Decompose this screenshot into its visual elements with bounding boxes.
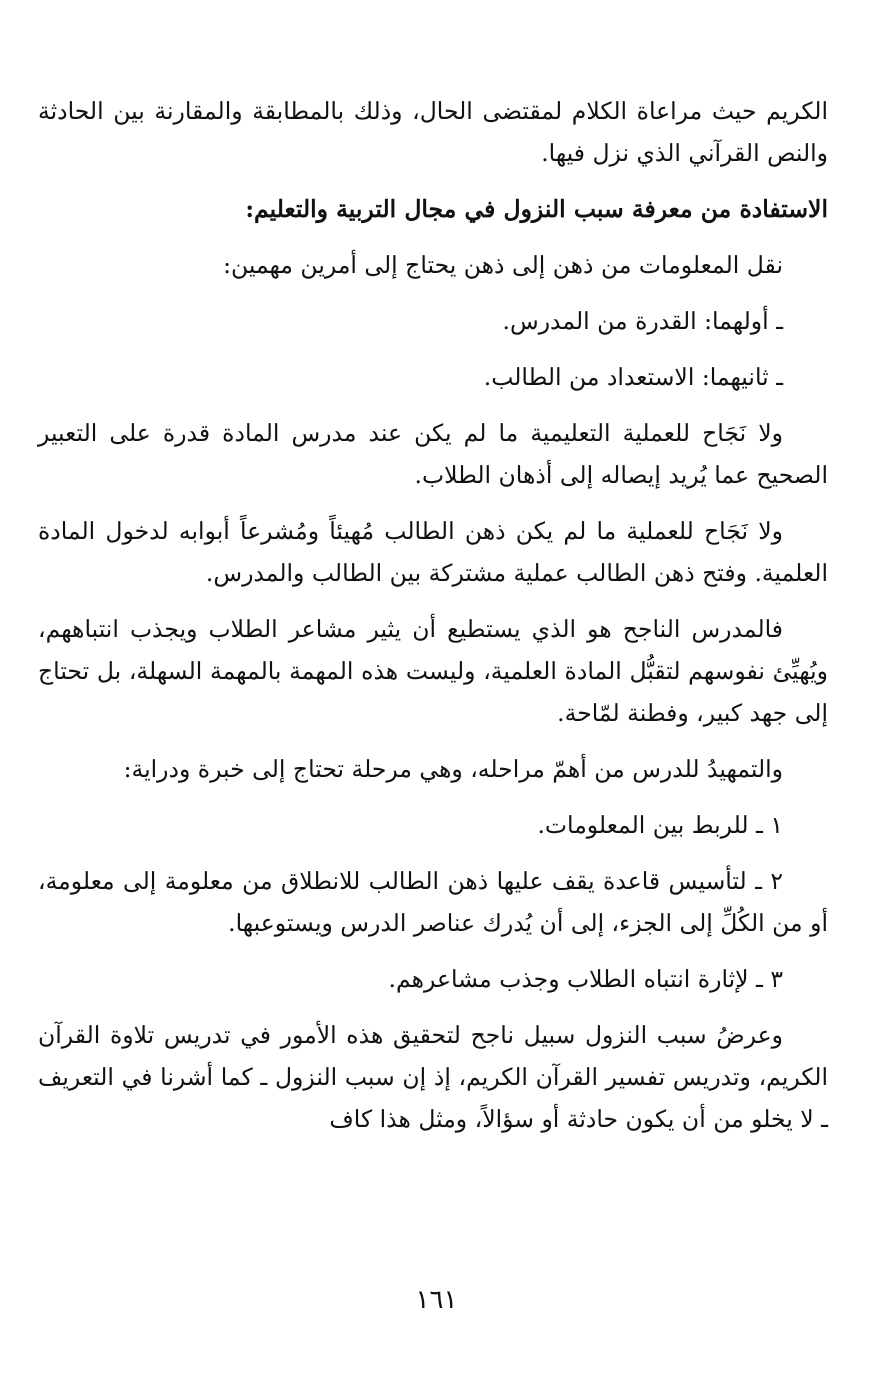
page-number: ١٦١	[415, 1285, 458, 1315]
paragraph-successful-teacher: فالمدرس الناجح هو الذي يستطيع أن يثير مشاعر الطلاب ويجذب انتباههم، ويُهيِّئ نفوسهم لتقبُّل المادة العلمية، وليست هذه المهمة بالمهمة السهلة، بل تحتاج إلى جهد كبير، وفطنة لمّاحة.	[38, 615, 828, 727]
page-body	[38, 90, 828, 1154]
paragraph-intro: الكريم حيث مراعاة الكلام لمقتضى الحال، وذلك بالمطابقة والمقارنة بين الحادثة والنص القرآني الذي نزل فيها.	[38, 97, 828, 167]
paragraph-two-needs: نقل المعلومات من ذهن إلى ذهن يحتاج إلى أمرين مهمين:	[223, 251, 783, 279]
paragraph-introduction-stage: والتمهيدُ للدرس من أهمّ مراحله، وهي مرحلة تحتاج إلى خبرة ودراية:	[123, 755, 783, 783]
paragraph-student-readiness: ولا نَجَاح للعملية ما لم يكن ذهن الطالب مُهيئاً ومُشرعاً أبوابه لدخول المادة العلمية. وفتح ذهن الطالب عملية مشتركة بين الطالب والمدرس.	[38, 517, 828, 587]
numbered-item-3: ٣ ـ لإثارة انتباه الطلاب وجذب مشاعرهم.	[388, 965, 783, 993]
list-item-first: ـ أولهما: القدرة من المدرس.	[502, 307, 783, 335]
list-item-second: ـ ثانيهما: الاستعداد من الطالب.	[483, 363, 783, 391]
numbered-item-1: ١ ـ للربط بين المعلومات.	[537, 811, 783, 839]
numbered-item-2: ٢ ـ لتأسيس قاعدة يقف عليها ذهن الطالب للانطلاق من معلومة إلى معلومة، أو من الكُلِّ إلى الجزء، إلى أن يُدرك عناصر الدرس ويستوعبها.	[38, 867, 828, 937]
paragraph-revelation-cause: وعرضُ سبب النزول سبيل ناجح لتحقيق هذه الأمور في تدريس تلاوة القرآن الكريم، وتدريس تفسير القرآن الكريم، إذ إن سبب النزول ـ كما أشرنا في التعريف ـ لا يخلو من أن يكون حادثة أو سؤالاً، ومثل هذا كاف	[38, 1021, 828, 1133]
section-heading: الاستفادة من معرفة سبب النزول في مجال التربية والتعليم:	[245, 195, 828, 223]
paragraph-teacher-ability: ولا نَجَاح للعملية التعليمية ما لم يكن عند مدرس المادة قدرة على التعبير الصحيح عما يُريد إيصاله إلى أذهان الطلاب.	[38, 419, 828, 489]
